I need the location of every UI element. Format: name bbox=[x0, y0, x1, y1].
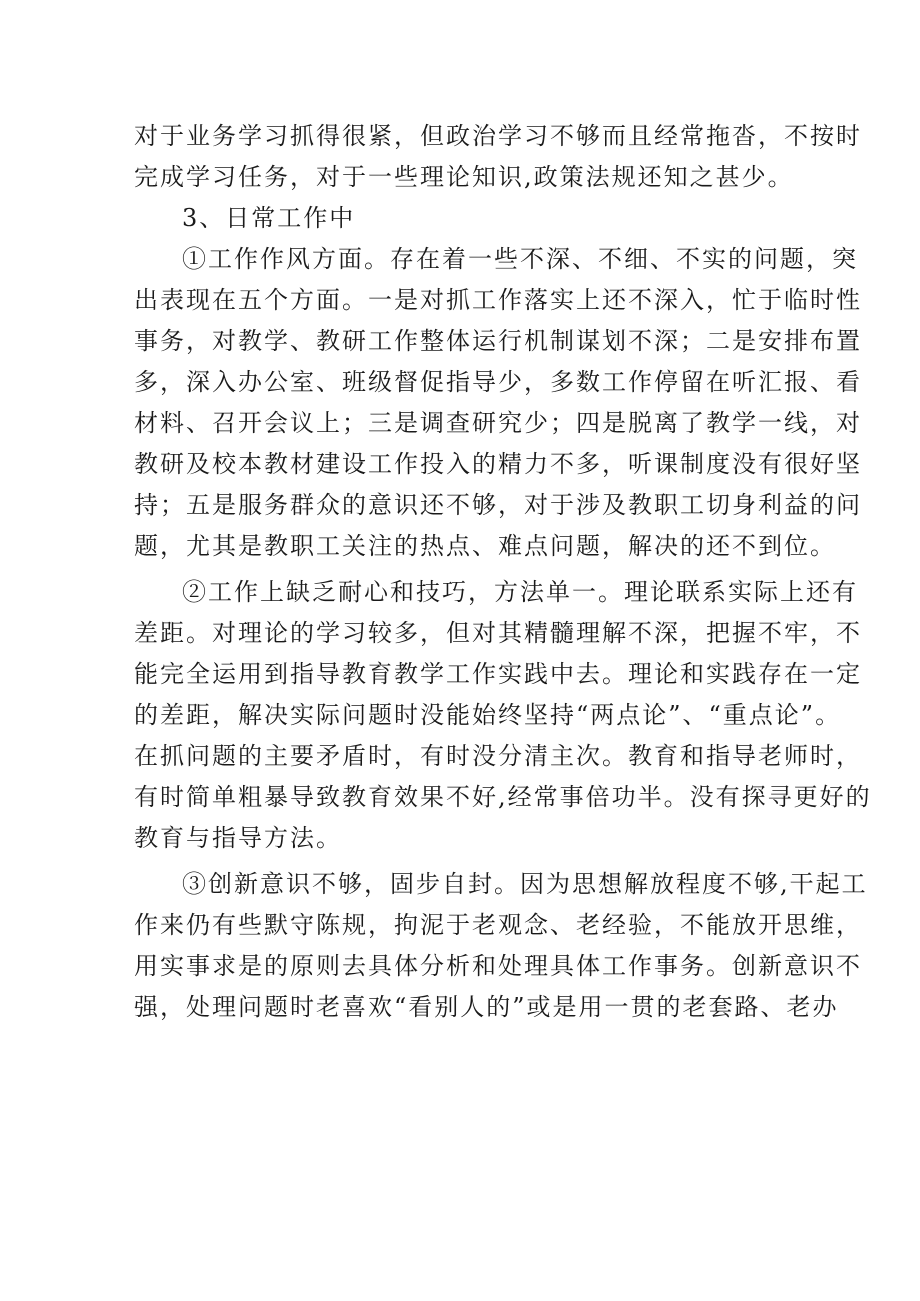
text-line: 教育与指导方法。 bbox=[134, 824, 342, 852]
text-line: 有时简单粗暴导致教育效果不好,经常事倍功半。没有探寻更好的 bbox=[134, 783, 872, 811]
text-line: 事务，对教学、教研工作整体运行机制谋划不深；二是安排布置 bbox=[134, 327, 862, 355]
text-line: 教研及校本教材建设工作投入的精力不多，听课制度没有很好坚 bbox=[134, 450, 862, 478]
text-line: 强，处理问题时老喜欢“看别人的”或是用一贯的老套路、老办 bbox=[134, 993, 839, 1021]
text-line: 多，深入办公室、班级督促指导少，多数工作停留在听汇报、看 bbox=[134, 368, 862, 396]
text-line: 的差距，解决实际问题时没能始终坚持“两点论”、“重点论”。 bbox=[134, 701, 842, 729]
text-line: 差距。对理论的学习较多，但对其精髓理解不深，把握不牢，不 bbox=[134, 619, 862, 647]
paragraph-start: ③创新意识不够，固步自封。因为思想解放程度不够,干起工 bbox=[182, 870, 868, 898]
text-line: 完成学习任务，对于一些理论知识,政策法规还知之甚少。 bbox=[134, 163, 794, 191]
paragraph-start: ①工作作风方面。存在着一些不深、不细、不实的问题，突 bbox=[182, 245, 858, 273]
text-line: 能完全运用到指导教育教学工作实践中去。理论和实践存在一定 bbox=[134, 660, 862, 688]
paragraph-start: ②工作上缺乏耐心和技巧，方法单一。理论联系实际上还有 bbox=[182, 578, 858, 606]
text-line: 对于业务学习抓得很紧，但政治学习不够而且经常拖沓，不按时 bbox=[134, 122, 862, 150]
document-body bbox=[134, 116, 872, 1028]
text-line: 题，尤其是教职工关注的热点、难点问题，解决的还不到位。 bbox=[134, 532, 836, 560]
section-heading: 3、日常工作中 bbox=[182, 204, 356, 232]
text-line: 用实事求是的原则去具体分析和处理具体工作事务。创新意识不 bbox=[134, 952, 862, 980]
text-line: 材料、召开会议上；三是调查研究少；四是脱离了教学一线，对 bbox=[134, 409, 862, 437]
text-line: 作来仍有些默守陈规，拘泥于老观念、老经验，不能放开思维， bbox=[134, 911, 862, 939]
text-line: 出表现在五个方面。一是对抓工作落实上还不深入，忙于临时性 bbox=[134, 286, 862, 314]
text-line: 在抓问题的主要矛盾时，有时没分清主次。教育和指导老师时， bbox=[134, 742, 862, 770]
text-line: 持；五是服务群众的意识还不够，对于涉及教职工切身利益的问 bbox=[134, 491, 862, 519]
